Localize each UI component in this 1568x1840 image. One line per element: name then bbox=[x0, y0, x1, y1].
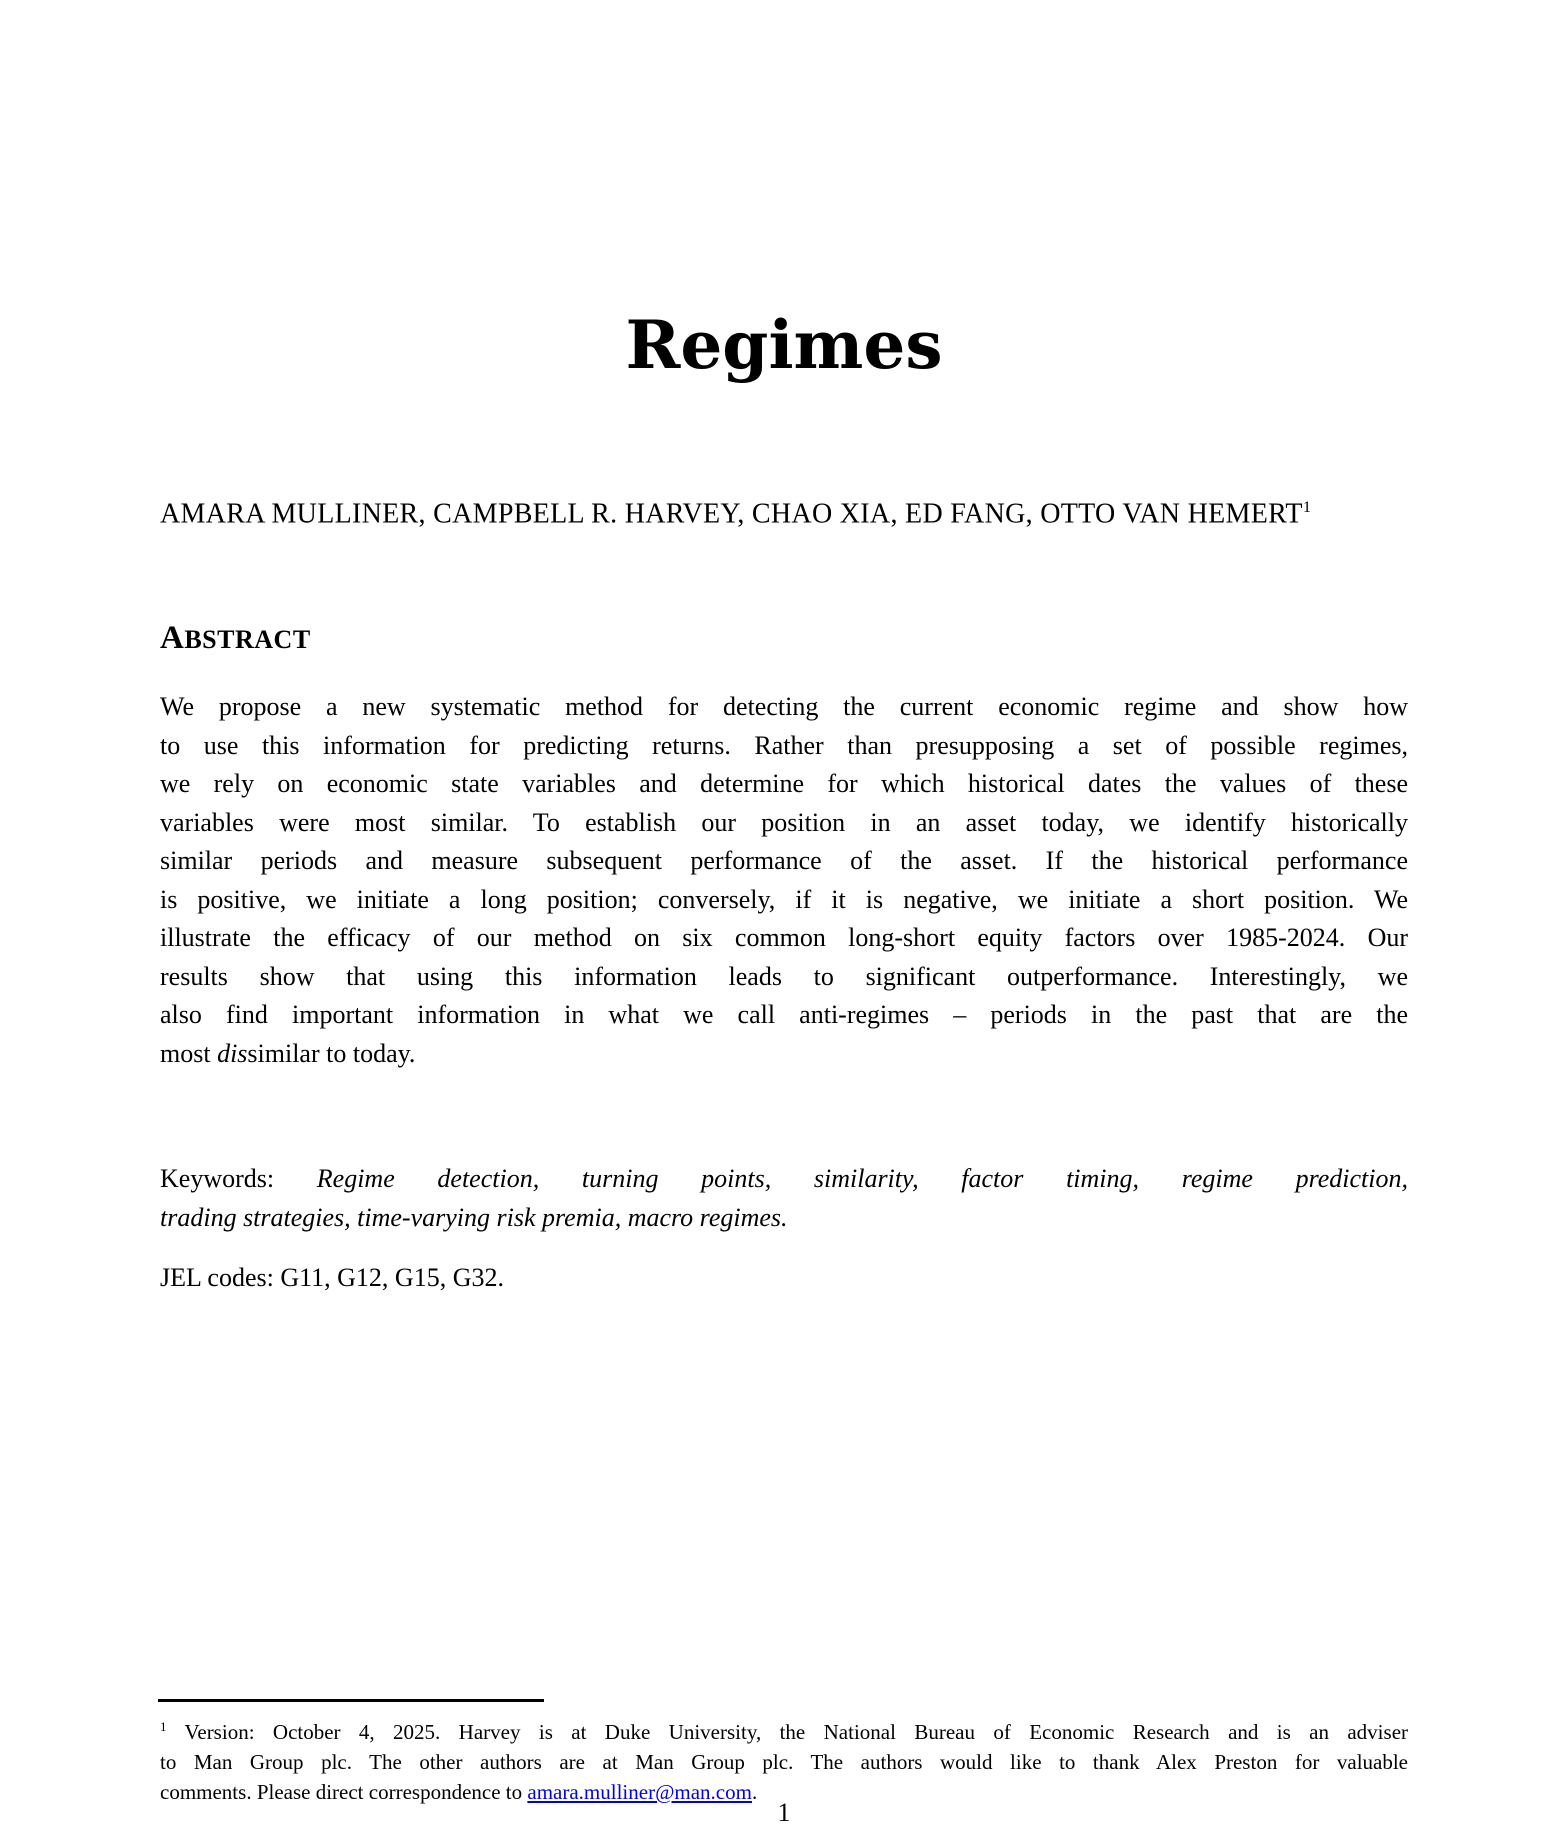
page-number: 1 bbox=[777, 1798, 791, 1827]
abstract-line: also find important information in what we call anti-regimes – periods in the past that are the bbox=[160, 1000, 1408, 1029]
footnote bbox=[160, 1712, 1408, 1807]
abstract-heading-rest: BSTRACT bbox=[184, 625, 311, 654]
paper-title: Regimes bbox=[625, 306, 943, 384]
abstract-line: similar periods and measure subsequent performance of the asset. If the historical performance bbox=[160, 846, 1408, 875]
authors-line bbox=[160, 498, 1311, 530]
abstract-line: illustrate the efficacy of our method on six common long-short equity factors over 1985-2024. Our bbox=[160, 923, 1408, 952]
footnote-text-1: Version: October 4, 2025. Harvey is at Duke University, the National Bureau of Economic Research and is an adviser bbox=[184, 1720, 1409, 1744]
footnote-text-3-end: . bbox=[751, 1780, 758, 1804]
abstract-line: we rely on economic state variables and determine for which historical dates the values of these bbox=[160, 769, 1408, 798]
authors-names: AMARA MULLINER, CAMPBELL R. HARVEY, CHAO XIA, ED FANG, OTTO VAN HEMERT bbox=[160, 498, 1303, 530]
keywords-list-part2: trading strategies, time-varying risk premia, macro regimes. bbox=[160, 1202, 788, 1232]
abstract-last-post: similar to today. bbox=[247, 1038, 416, 1068]
keywords-paragraph bbox=[160, 1160, 1408, 1237]
footnote-separator bbox=[158, 1699, 544, 1702]
keywords-line bbox=[160, 1199, 1408, 1238]
abstract-last-pre: most bbox=[160, 1038, 218, 1068]
abstract-heading bbox=[160, 620, 311, 657]
authors-footnote-marker: 1 bbox=[1302, 498, 1312, 516]
abstract-last-line bbox=[160, 1035, 1408, 1074]
footnote-line bbox=[160, 1712, 1408, 1747]
jel-codes: JEL codes: G11, G12, G15, G32. bbox=[160, 1263, 504, 1292]
abstract-last-italic: dis bbox=[217, 1038, 248, 1068]
abstract-line: We propose a new systematic method for detecting the current economic regime and show how bbox=[160, 692, 1408, 721]
abstract-line: is positive, we initiate a long position; conversely, if it is negative, we initiate a short position. We bbox=[160, 884, 1408, 914]
email-link[interactable]: amara.mulliner@man.com bbox=[527, 1780, 752, 1804]
keywords-list-part1: Regime detection, turning points, similarity, factor timing, regime prediction, bbox=[316, 1164, 1409, 1193]
keywords-label: Keywords: bbox=[160, 1164, 275, 1193]
abstract-line: results show that using this information leads to significant outperformance. Interestingly, we bbox=[160, 961, 1408, 991]
footnote-text-3: comments. Please direct correspondence to bbox=[160, 1780, 528, 1804]
abstract-line: variables were most similar. To establish our position in an asset today, we identify historically bbox=[160, 807, 1408, 837]
abstract-line: to use this information for predicting returns. Rather than presupposing a set of possible regimes, bbox=[160, 730, 1408, 760]
footnote-line: to Man Group plc. The other authors are at Man Group plc. The authors would like to thank Alex Preston for valuable bbox=[160, 1750, 1408, 1774]
abstract-heading-initial: A bbox=[160, 620, 185, 656]
keywords-line bbox=[160, 1160, 1408, 1199]
abstract-text bbox=[160, 688, 1408, 1073]
footnote-marker: 1 bbox=[160, 1719, 167, 1734]
